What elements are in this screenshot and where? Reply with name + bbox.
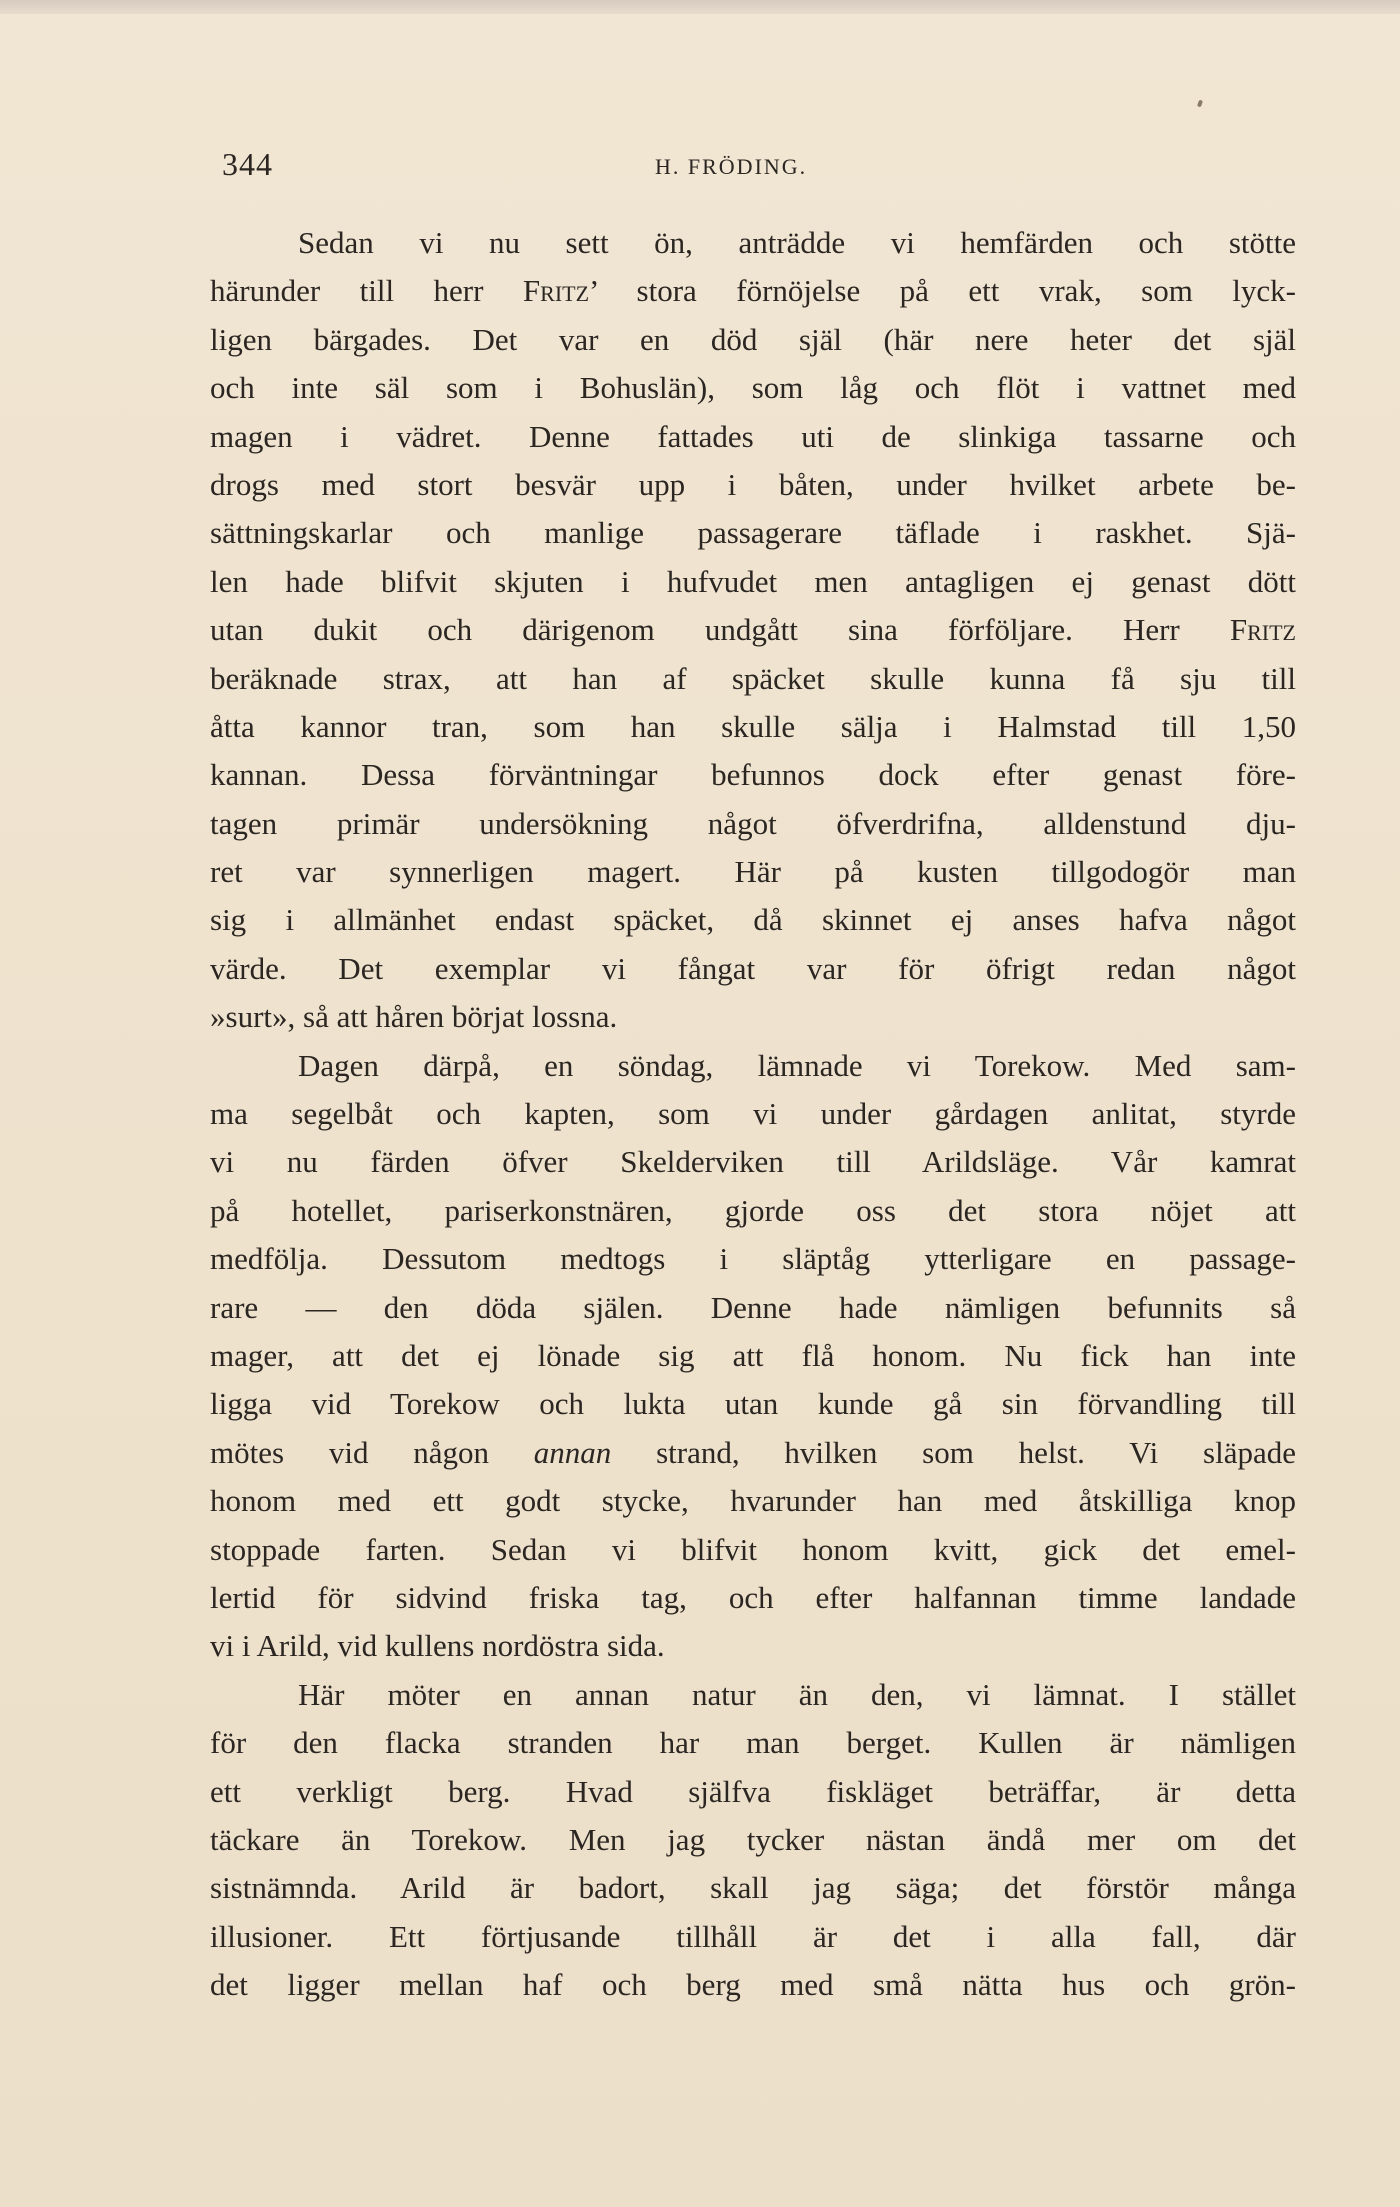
text-line: åtta kannor tran, som han skulle sälja i Halmstad till 1,50 — [210, 708, 1296, 744]
text-line: sig i allmänhet endast späcket, då skinnet ej anses hafva något — [210, 902, 1296, 938]
text-line: illusioner. Ett förtjusande tillhåll är det i alla fall, där — [210, 1918, 1296, 1954]
text-line: ett verkligt berg. Hvad själfva fiskläget beträffar, är detta — [210, 1773, 1296, 1809]
text-line: ret var synnerligen magert. Här på kusten tillgodogör man — [210, 854, 1296, 890]
text-line: sistnämnda. Arild är badort, skall jag säga; det förstör många — [210, 1870, 1296, 1906]
text-line: utan dukit och därigenom undgått sina förföljare. Herr Fritz — [210, 612, 1296, 648]
text-line: vi i Arild, vid kullens nordöstra sida. — [210, 1628, 665, 1664]
text-line: härunder till herr Fritz’ stora förnöjelse på ett vrak, som lyck- — [210, 273, 1296, 309]
text-line: värde. Det exemplar vi fångat var för öfrigt redan något — [210, 950, 1296, 986]
body-text — [210, 219, 1296, 2009]
text-line: och inte säl som i Bohuslän), som låg och flöt i vattnet med — [210, 370, 1296, 406]
ink-speck — [1197, 100, 1203, 108]
text-line: beräknade strax, att han af späcket skulle kunna få sju till — [210, 660, 1296, 696]
text-line: det ligger mellan haf och berg med små nätta hus och grön- — [210, 1967, 1296, 2003]
text-line: magen i vädret. Denne fattades uti de slinkiga tassarne och — [210, 418, 1296, 454]
text-line: »surt», så att håren börjat lossna. — [210, 999, 618, 1035]
text-line: mötes vid någon annan strand, hvilken som helst. Vi släpade — [210, 1434, 1296, 1470]
text-line: rare — den döda själen. Denne hade nämligen befunnits så — [210, 1289, 1296, 1325]
text-line: för den flacka stranden har man berget. Kullen är nämligen — [210, 1725, 1296, 1761]
small-caps-name: Fritz — [1229, 612, 1296, 648]
text-line: lertid för sidvind friska tag, och efter halfannan timme landade — [210, 1579, 1296, 1615]
text-line: vi nu färden öfver Skelderviken till Arildsläge. Vår kamrat — [210, 1144, 1296, 1180]
small-caps-name: Fritz — [522, 273, 590, 309]
text-line: sättningskarlar och manlige passagerare täflade i raskhet. Sjä- — [210, 515, 1296, 551]
page-number: 344 — [222, 146, 273, 182]
text-line: drogs med stort besvär upp i båten, under hvilket arbete be- — [210, 466, 1296, 502]
text-line: honom med ett godt stycke, hvarunder han med åtskilliga knop — [210, 1483, 1296, 1519]
text-line: kannan. Dessa förväntningar befunnos dock efter genast före- — [210, 757, 1296, 793]
page-top-edge — [0, 0, 1400, 14]
text-line: ligen bärgades. Det var en död själ (här nere heter det själ — [210, 321, 1296, 357]
text-line: Sedan vi nu sett ön, anträdde vi hemfärden och stötte — [298, 225, 1296, 260]
text-line: Här möter en annan natur än den, vi lämnat. I stället — [298, 1676, 1296, 1712]
text-line: ligga vid Torekow och lukta utan kunde gå sin förvandling till — [210, 1386, 1296, 1422]
page-header — [222, 146, 1300, 186]
text-line: len hade blifvit skjuten i hufvudet men antagligen ej genast dött — [210, 563, 1296, 599]
text-line: mager, att det ej lönade sig att flå honom. Nu fick han inte — [210, 1337, 1296, 1373]
running-head: H. FRÖDING. — [655, 154, 808, 179]
italic-word: annan — [533, 1434, 612, 1470]
text-line: täckare än Torekow. Men jag tycker nästan ändå mer om det — [210, 1821, 1296, 1857]
text-line: Dagen därpå, en söndag, lämnade vi Torekow. Med sam- — [298, 1047, 1296, 1083]
text-line: stoppade farten. Sedan vi blifvit honom kvitt, gick det emel- — [210, 1531, 1296, 1567]
text-line: på hotellet, pariserkonstnären, gjorde oss det stora nöjet att — [210, 1192, 1296, 1228]
text-line: tagen primär undersökning något öfverdrifna, alldenstund dju- — [210, 805, 1296, 841]
text-line: ma segelbåt och kapten, som vi under gårdagen anlitat, styrde — [210, 1096, 1296, 1132]
text-line: medfölja. Dessutom medtogs i släptåg ytterligare en passage- — [210, 1241, 1296, 1277]
